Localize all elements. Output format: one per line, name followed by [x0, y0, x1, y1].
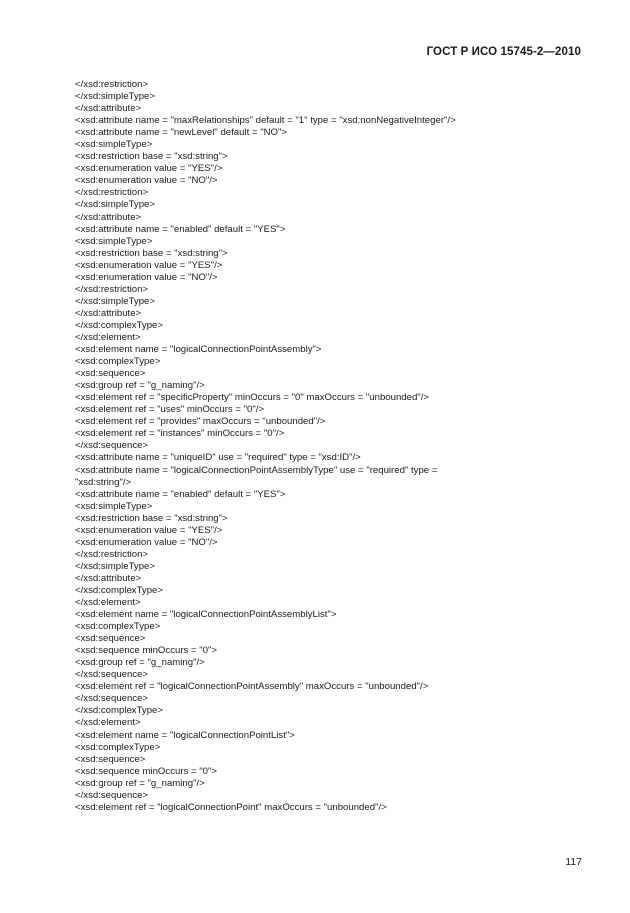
code-line: <xsd:complexType> — [75, 741, 161, 753]
code-line: </xsd:attribute> — [75, 211, 142, 223]
code-line: </xsd:simpleType> — [75, 91, 155, 103]
code-line: <xsd:simpleType> — [75, 235, 153, 247]
code-line: </xsd:complexType> — [75, 584, 163, 596]
code-line: </xsd:simpleType> — [75, 199, 155, 211]
code-line: </xsd:attribute> — [75, 572, 142, 584]
code-line: <xsd:attribute name = "enabled" default = "YES"> — [75, 488, 286, 500]
code-line: <xsd:attribute name = "enabled" default = "YES"> — [75, 223, 286, 235]
code-line: </xsd:restriction> — [75, 187, 149, 199]
code-line: <xsd:element name = "logicalConnectionPointList"> — [75, 729, 295, 741]
code-line: <xsd:sequence> — [75, 368, 146, 380]
code-line: </xsd:sequence> — [75, 440, 149, 452]
code-line: <xsd:restriction base = "xsd:string"> — [75, 247, 228, 259]
code-line: <xsd:restriction base = "xsd:string"> — [75, 512, 228, 524]
code-line: <xsd:attribute name = "newLevel" default = "NO"> — [75, 127, 288, 139]
code-line: <xsd:group ref = "g_naming"/> — [75, 380, 205, 392]
page-number: 117 — [565, 856, 582, 868]
code-line: <xsd:attribute name = "maxRelationships" default = "1" type = "xsd:nonNegativeInteger"/> — [75, 115, 456, 127]
code-line: <xsd:simpleType> — [75, 500, 153, 512]
code-line: <xsd:enumeration value = "YES"/> — [75, 524, 223, 536]
page-header-standard-id: ГОСТ Р ИСО 15745-2—2010 — [426, 46, 581, 58]
code-line: <xsd:enumeration value = "NO"/> — [75, 536, 218, 548]
code-line: <xsd:enumeration value = "NO"/> — [75, 271, 218, 283]
xsd-code-block — [75, 79, 475, 814]
code-line: </xsd:restriction> — [75, 548, 149, 560]
code-line: <xsd:enumeration value = "YES"/> — [75, 163, 223, 175]
code-line: </xsd:element> — [75, 331, 141, 343]
code-line: <xsd:sequence minOccurs = "0"> — [75, 765, 217, 777]
code-line: <xsd:enumeration value = "YES"/> — [75, 259, 223, 271]
code-line: <xsd:enumeration value = "NO"/> — [75, 175, 218, 187]
code-line: <xsd:element ref = "logicalConnectionPoint" maxOccurs = "unbounded"/> — [75, 801, 387, 813]
code-line: </xsd:attribute> — [75, 103, 142, 115]
code-line: <xsd:sequence> — [75, 633, 146, 645]
code-line: </xsd:simpleType> — [75, 295, 155, 307]
code-line: </xsd:sequence> — [75, 789, 149, 801]
code-line: <xsd:element ref = "uses" minOccurs = "0"/> — [75, 404, 265, 416]
code-line: <xsd:element ref = "logicalConnectionPointAssembly" maxOccurs = "unbounded"/> — [75, 681, 429, 693]
code-line: </xsd:attribute> — [75, 307, 142, 319]
code-line: <xsd:element ref = "instances" minOccurs = "0"/> — [75, 428, 285, 440]
code-line: <xsd:restriction base = "xsd:string"> — [75, 151, 228, 163]
code-line: <xsd:element ref = "provides" maxOccurs = "unbounded"/> — [75, 416, 326, 428]
code-line: </xsd:restriction> — [75, 79, 149, 90]
code-line: <xsd:attribute name = "uniqueID" use = "required" type = "xsd:ID"/> — [75, 452, 361, 464]
code-line: <xsd:attribute name = "logicalConnectionPointAssemblyType" use = "required" type = — [75, 464, 438, 476]
code-line: <xsd:sequence> — [75, 753, 146, 765]
code-line: </xsd:complexType> — [75, 705, 163, 717]
code-line: <xsd:simpleType> — [75, 139, 153, 151]
code-line: </xsd:sequence> — [75, 669, 149, 681]
code-line: <xsd:element ref = "specificProperty" minOccurs = "0" maxOccurs = "unbounded"/> — [75, 392, 429, 404]
code-line: </xsd:sequence> — [75, 693, 149, 705]
code-line: </xsd:restriction> — [75, 283, 149, 295]
code-line: "xsd:string"/> — [75, 476, 132, 488]
code-line: </xsd:element> — [75, 597, 141, 609]
code-line: <xsd:element name = "logicalConnectionPointAssemblyList"> — [75, 609, 337, 621]
code-line: <xsd:complexType> — [75, 356, 161, 368]
code-line: <xsd:complexType> — [75, 621, 161, 633]
code-line: </xsd:complexType> — [75, 319, 163, 331]
code-line: <xsd:group ref = "g_naming"/> — [75, 777, 205, 789]
code-line: <xsd:group ref = "g_naming"/> — [75, 657, 205, 669]
code-line: <xsd:sequence minOccurs = "0"> — [75, 645, 217, 657]
code-line: </xsd:element> — [75, 717, 141, 729]
code-line: </xsd:simpleType> — [75, 560, 155, 572]
code-line: <xsd:element name = "logicalConnectionPointAssembly"> — [75, 344, 322, 356]
